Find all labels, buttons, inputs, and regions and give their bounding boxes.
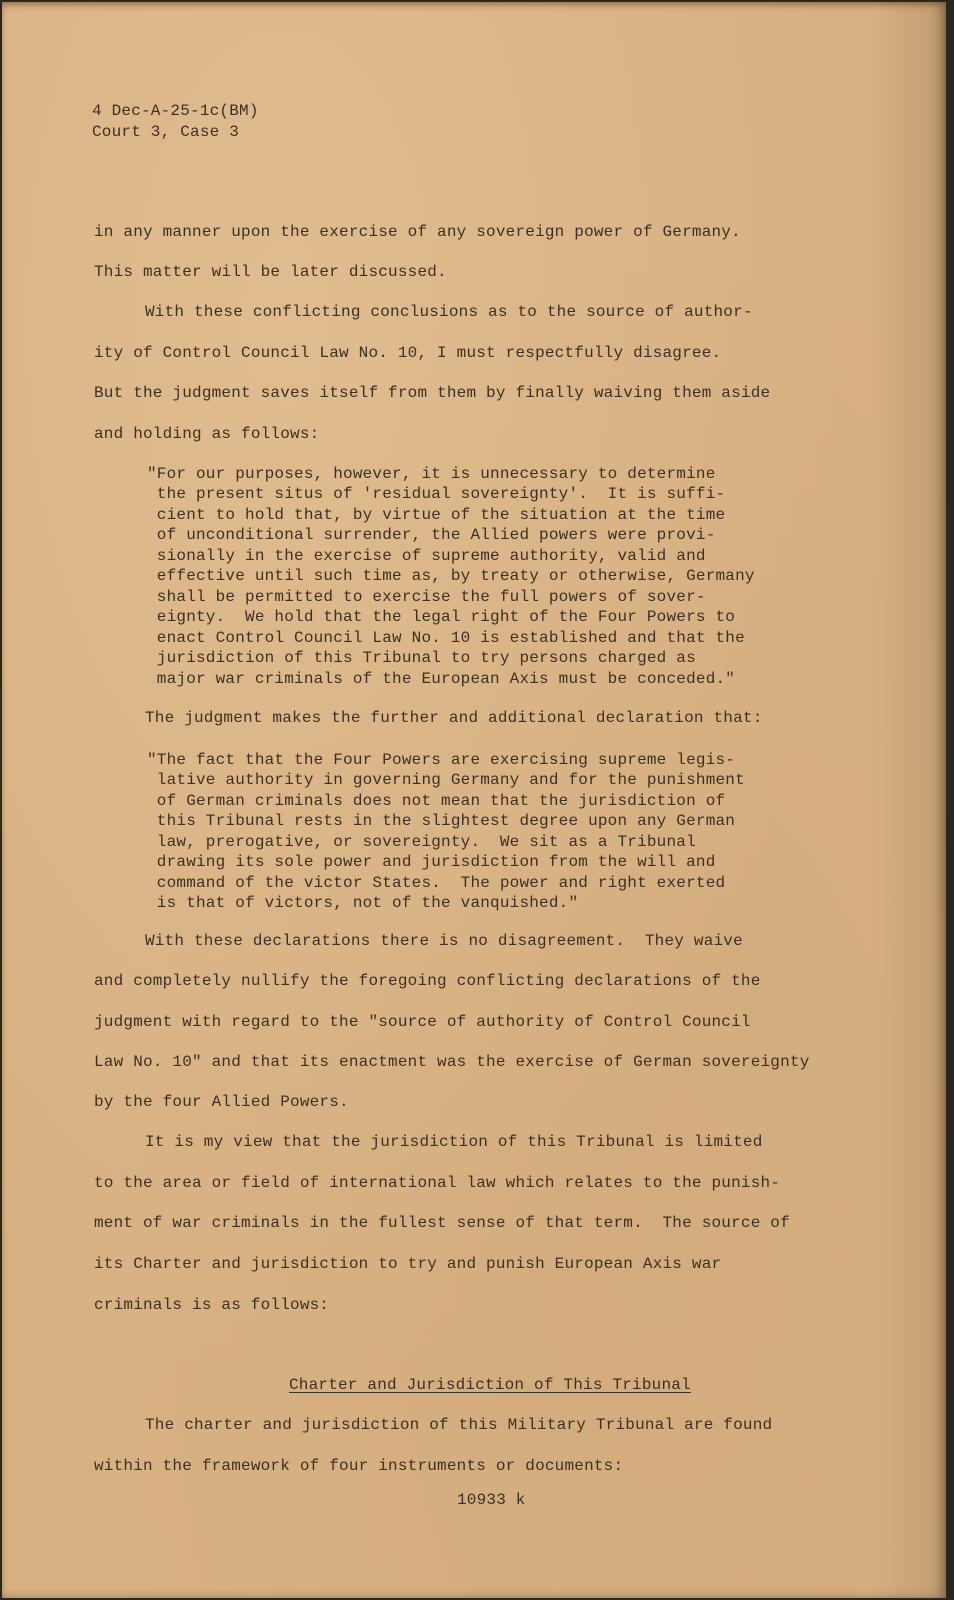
quote-line: "For our purposes, however, it is unnecessary to determine — [147, 465, 716, 483]
body-line: The judgment makes the further and additional declaration that: — [145, 709, 763, 727]
section-heading: Charter and Jurisdiction of This Tribunal — [289, 1376, 691, 1394]
quote-line: sionally in the exercise of supreme authority, valid and — [147, 547, 706, 565]
page-number: 10933 k — [457, 1491, 526, 1509]
body-line: Law No. 10" and that its enactment was the exercise of German sovereignty — [94, 1053, 810, 1071]
body-line: its Charter and jurisdiction to try and punish European Axis war — [94, 1255, 722, 1273]
quote-line: this Tribunal rests in the slightest degree upon any German — [147, 812, 736, 830]
body-line: The charter and jurisdiction of this Military Tribunal are found — [145, 1416, 773, 1434]
body-line: to the area or field of international law which relates to the punish- — [94, 1174, 781, 1192]
document-reference: 4 Dec-A-25-1c(BM) — [92, 102, 259, 120]
body-line: It is my view that the jurisdiction of this Tribunal is limited — [145, 1133, 763, 1151]
quote-line: jurisdiction of this Tribunal to try persons charged as — [147, 649, 696, 667]
body-line: and completely nullify the foregoing conflicting declarations of the — [94, 972, 761, 990]
quote-line: lative authority in governing Germany and for the punishment — [147, 771, 745, 789]
quote-line: "The fact that the Four Powers are exercising supreme legis- — [147, 751, 736, 769]
body-line: ment of war criminals in the fullest sense of that term. The source of — [94, 1214, 790, 1232]
body-line: But the judgment saves itself from them by finally waiving them aside — [94, 384, 771, 402]
quote-line: cient to hold that, by virtue of the situation at the time — [147, 506, 726, 524]
quote-line: drawing its sole power and jurisdiction from the will and — [147, 853, 716, 871]
quote-line: the present situs of 'residual sovereignty'. It is suffi- — [147, 485, 726, 503]
body-line: in any manner upon the exercise of any sovereign power of Germany. — [94, 223, 741, 241]
quote-line: command of the victor States. The power and right exerted — [147, 874, 726, 892]
body-line: and holding as follows: — [94, 425, 320, 443]
body-line: within the framework of four instruments or documents: — [94, 1457, 624, 1475]
body-line: This matter will be later discussed. — [94, 263, 447, 281]
quote-line: shall be permitted to exercise the full powers of sover- — [147, 588, 706, 606]
court-case-label: Court 3, Case 3 — [92, 123, 240, 141]
quote-line: effective until such time as, by treaty or otherwise, Germany — [147, 567, 755, 585]
quote-line: law, prerogative, or sovereignty. We sit as a Tribunal — [147, 833, 696, 851]
body-line: by the four Allied Powers. — [94, 1093, 349, 1111]
quote-line: of unconditional surrender, the Allied powers were provi- — [147, 526, 716, 544]
quote-line: enact Control Council Law No. 10 is established and that the — [147, 629, 745, 647]
body-line: With these declarations there is no disagreement. They waive — [145, 932, 743, 950]
quote-line: of German criminals does not mean that the jurisdiction of — [147, 792, 726, 810]
body-line: With these conflicting conclusions as to the source of author- — [145, 303, 753, 321]
quote-line: is that of victors, not of the vanquished." — [147, 894, 579, 912]
quote-line: eignty. We hold that the legal right of the Four Powers to — [147, 608, 736, 626]
quote-line: major war criminals of the European Axis must be conceded." — [147, 670, 736, 688]
body-line: ity of Control Council Law No. 10, I must respectfully disagree. — [94, 344, 722, 362]
body-line: judgment with regard to the "source of authority of Control Council — [94, 1013, 751, 1031]
document-page — [2, 2, 946, 1598]
body-line: criminals is as follows: — [94, 1296, 330, 1314]
